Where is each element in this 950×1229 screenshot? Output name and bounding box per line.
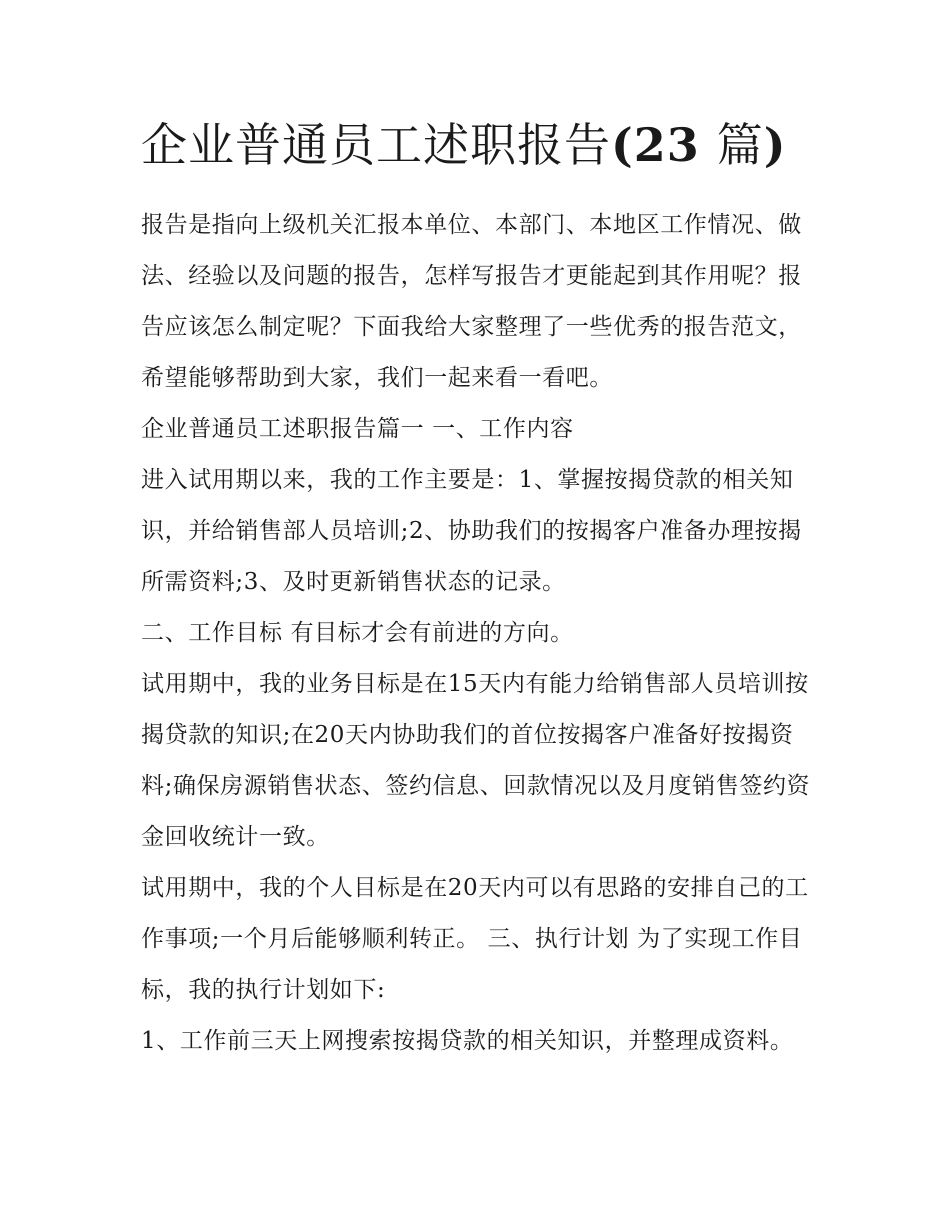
business-goals-paragraph: 试用期中，我的业务目标是在15天内有能力给销售部人员培训按揭贷款的知识;在20天内协助我们的首位按揭客户准备好按揭资料;确保房源销售状态、签约信息、回款情况以及月度销售签约资金回收统计一致。 bbox=[141, 671, 811, 850]
document-title: 企业普通员工述职报告(23 篇) bbox=[141, 118, 787, 172]
plan-item-1-paragraph: 1、工作前三天上网搜索按揭贷款的相关知识，并整理成资料。 bbox=[141, 1028, 794, 1054]
section-heading-work-content: 企业普通员工述职报告篇一 一、工作内容 bbox=[141, 416, 574, 442]
intro-paragraph: 报告是指向上级机关汇报本单位、本部门、本地区工作情况、做法、经验以及问题的报告，怎样写报告才更能起到其作用呢？报告应该怎么制定呢？下面我给大家整理了一些优秀的报告范文，希望能够帮助到大家，我们一起来看一看吧。 bbox=[141, 212, 802, 391]
title-close-paren: ) bbox=[763, 118, 787, 172]
title-number: (23 bbox=[611, 118, 717, 172]
personal-goals-paragraph: 试用期中，我的个人目标是在20天内可以有思路的安排自己的工作事项;一个月后能够顺利转正。 三、执行计划 为了实现工作目标，我的执行计划如下: bbox=[141, 875, 809, 1003]
section-heading-work-goals: 二、工作目标 有目标才会有前进的方向。 bbox=[141, 620, 574, 646]
document-body bbox=[141, 200, 820, 1067]
work-content-paragraph: 进入试用期以来，我的工作主要是：1、掌握按揭贷款的相关知识，并给销售部人员培训;2、协助我们的按揭客户准备办理按揭所需资料;3、及时更新销售状态的记录。 bbox=[141, 467, 802, 595]
